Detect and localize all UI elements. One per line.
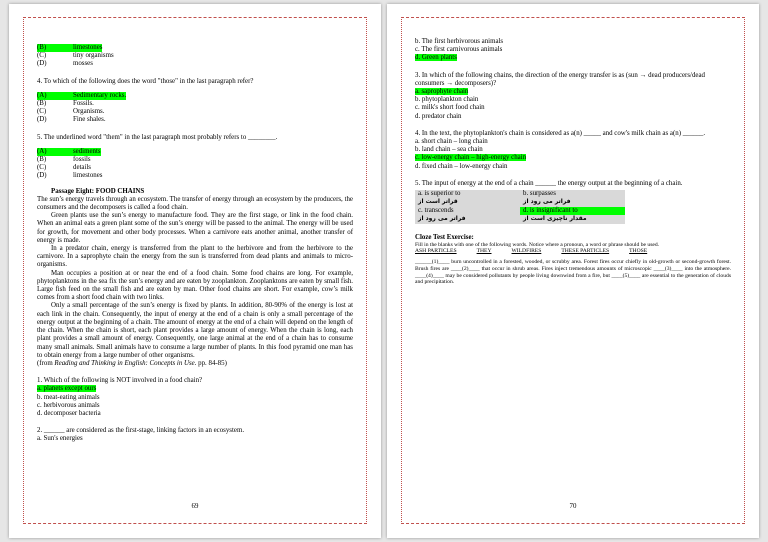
option-text: tiny organisms	[73, 52, 114, 60]
cloze-word: WILDFIRES	[511, 248, 542, 255]
option-text: d. predator chain	[415, 112, 462, 120]
option-label: (A)	[37, 92, 73, 100]
question-3-options	[37, 44, 353, 69]
option-text: a. planets except ours	[37, 385, 97, 393]
option-row	[37, 164, 353, 172]
option-row	[415, 46, 731, 54]
passage-paragraph: The sun’s energy travels through an ecosystem. The transfer of energy through an ecosystem by the producers, the consumers and the decomposers is called a food chain.	[37, 195, 353, 212]
passage-title: Passage Eight: FOOD CHAINS	[51, 187, 145, 195]
option-row	[37, 44, 353, 52]
page-number: 70	[569, 503, 577, 510]
option-text: a. short chain – long chain	[415, 138, 488, 146]
option-row	[415, 54, 731, 62]
left-page	[9, 4, 381, 538]
question-2-stem: 2. ______ are considered as the first-stage, linking factors in an ecosystem.	[37, 427, 245, 435]
option-row	[37, 402, 353, 410]
source-book-title: Reading and Thinking in English: Concepts in Use	[54, 359, 195, 367]
passage-body	[37, 196, 353, 360]
option-label: (B)	[37, 44, 73, 52]
option-text: d. is insignificant to	[520, 207, 625, 215]
option-row	[415, 146, 731, 154]
passage-paragraph: Man occupies a position at or near the end of a food chain. Some food chains are long. For example, phytoplanktons in the sea fix the sun’s energy and are eaten by zooplankton. Zooplanktons are eaten by small fish. Large fish feed on the small fish and are eaten by man. Other food chains are short. For example, cow’s milk comes from a short food chain with two links.	[37, 269, 353, 302]
right-page	[387, 4, 759, 538]
option-text: details	[73, 164, 91, 172]
option-text: c. low-energy chain – high-energy chain	[415, 154, 527, 162]
question-4-options	[37, 92, 353, 125]
cloze-word: ASH PARTICLES	[415, 248, 457, 255]
cloze-word: THESE PARTICLES	[561, 248, 610, 255]
option-text: c. milk's short food chain	[415, 104, 485, 112]
option-text: limestones	[73, 44, 103, 51]
option-row	[37, 385, 353, 393]
option-label: (D)	[37, 172, 47, 180]
option-row	[37, 148, 353, 156]
option-row	[37, 108, 353, 116]
option-row	[415, 88, 731, 96]
option-label: (B)	[37, 156, 47, 164]
question-4-stem: 4. In the text, the phytoplankton's chain is considered as a(n) _____ and cow's milk chain as a(n) ______.	[415, 129, 706, 137]
option-text: a. saprophyte chain	[415, 88, 469, 96]
option-text: Fine shales.	[73, 116, 106, 124]
option-row	[415, 138, 731, 146]
option-text: fossils	[73, 156, 91, 164]
option-row	[37, 410, 353, 418]
option-row	[37, 394, 353, 402]
persian-translation: فراتر می رود از	[418, 215, 466, 223]
question-5-options	[37, 148, 353, 181]
option-text: b. phytoplankton chain	[415, 96, 479, 104]
option-label: (A)	[37, 148, 73, 156]
question-5-stem: 5. The input of energy at the end of a chain ______ the energy output at the beginning of a chain.	[415, 179, 683, 187]
cloze-text: ______(1)____ burn uncontrolled in a forested, wooded, or scrubby area. Forest fires occur chiefly in old-growth or second-growth forest. Brush fires are ____(2)____ that occur in shrub areas. Fires inject tremendous amounts of microscopic ____(3)____ into the atmosphere. ____(4)____ may be considered pollutants by people living downwind from a fire, but ____(5)____ are essential to the generation of clouds and precipitation.	[415, 259, 731, 286]
question-5-option-grid	[415, 190, 625, 224]
option-row	[415, 104, 731, 112]
cloze-word-bank	[415, 248, 731, 255]
option-label: (C)	[37, 52, 47, 60]
option-row	[415, 163, 731, 171]
option-row	[37, 100, 353, 108]
question-2-option-a: a. Sun's energies	[37, 435, 83, 443]
option-text: mosses	[73, 60, 93, 68]
persian-translation: فراتر می رود از	[523, 198, 571, 206]
page-number: 69	[191, 503, 199, 510]
option-row	[37, 92, 353, 100]
passage-source: (from Reading and Thinking in English: Concepts in Use. pp. 84-85)	[37, 359, 227, 367]
cloze-word: THEY	[476, 248, 492, 255]
cloze-word: THOSE	[629, 248, 648, 255]
option-label: (B)	[37, 100, 47, 108]
question-3-stem: 3. In which of the following chains, the direction of the energy transfer is as (sun → dead producers/dead consumers → decomposers)?	[415, 71, 705, 87]
option-text: b. land chain – sea chain	[415, 146, 483, 154]
option-label: (C)	[37, 164, 47, 172]
option-text: c. transcends	[418, 206, 454, 214]
option-row	[37, 116, 353, 124]
option-row	[415, 38, 731, 46]
question-4-options	[415, 138, 731, 171]
option-text: b. surpasses	[523, 190, 556, 198]
left-page-content	[37, 44, 353, 444]
right-page-content	[415, 38, 731, 286]
option-text: Sedimentary rocks.	[73, 91, 127, 99]
option-label: (D)	[37, 116, 47, 124]
option-text: a. is superior to	[418, 190, 461, 198]
option-text: b. The first herbivorous animals	[415, 38, 504, 45]
cloze-instructions: Fill in the blanks with one of the following words. Notice where a pronoun, a word or phrase should be used.	[415, 241, 660, 248]
option-label: (C)	[37, 108, 47, 116]
option-text: sediments	[73, 147, 101, 155]
option-text: d. Green plants	[415, 54, 457, 62]
cloze-title: Cloze Test Exercise:	[415, 233, 474, 241]
question-3-options	[415, 88, 731, 121]
question-5-stem: 5. The underlined word "them" in the last paragraph most probably refers to ________.	[37, 133, 278, 141]
option-label: (D)	[37, 60, 47, 68]
option-row	[415, 113, 731, 121]
option-text: c. herbivorous animals	[37, 401, 100, 409]
option-row	[415, 96, 731, 104]
persian-translation: قراتر است از	[418, 198, 458, 206]
option-text: Fossils.	[73, 100, 94, 108]
option-text: Organisms.	[73, 108, 105, 116]
option-row	[37, 52, 353, 60]
option-text: b. meat-eating animals	[37, 393, 100, 401]
question-4-stem: 4. To which of the following does the word "those" in the last paragraph refer?	[37, 77, 254, 85]
option-row	[37, 156, 353, 164]
passage-paragraph: Only a small percentage of the sun’s energy is fixed by plants. In addition, 80-90% of the energy is lost at each link in the chain. Consequently, the input of energy at the end of a chain is only a small percentage of the energy output at the beginning of a chain. The amount of energy at the end of a chain will depend on the length of the chain. When the chain is short, each plant provides a large amount of energy. When the chain is long, each plant provides a small amount of energy. Consequently, one large animal at the end of a chain has to consume many small animals. Small animals have to consume a large number of plants. In this food pyramid one man has to obtain energy from a large number of other organisms.	[37, 302, 353, 359]
option-text: d. decomposer bacteria	[37, 409, 101, 417]
option-row	[37, 60, 353, 68]
question-1-stem: 1. Which of the following is NOT involved in a food chain?	[37, 377, 203, 385]
passage-paragraph: In a predator chain, energy is transferred from the plant to the herbivore and from the herbivore to the carnivore. In a saprophyte chain the energy from the sun is transferred from dead plants and animals to micro-organisms.	[37, 245, 353, 269]
option-text: limestones	[73, 172, 103, 180]
question-1-options	[37, 385, 353, 418]
option-text: d. fixed chain – low-energy chain	[415, 162, 508, 170]
persian-translation: مقدار ناچیزی است از	[523, 215, 587, 223]
question-2-options	[415, 38, 731, 63]
passage-paragraph: Green plants use the sun’s energy to manufacture food. They are the first stage, or link in the food chain. When an animal eats a green plant some of the sun’s energy will be passed to the animal. The energy will be used for growth, for movement and other body processes. When a carnivore eats another animal, another transfer of energy is made.	[37, 212, 353, 244]
option-row	[415, 154, 731, 162]
option-row	[37, 172, 353, 180]
option-text: c. The first carnivorous animals	[415, 46, 503, 54]
